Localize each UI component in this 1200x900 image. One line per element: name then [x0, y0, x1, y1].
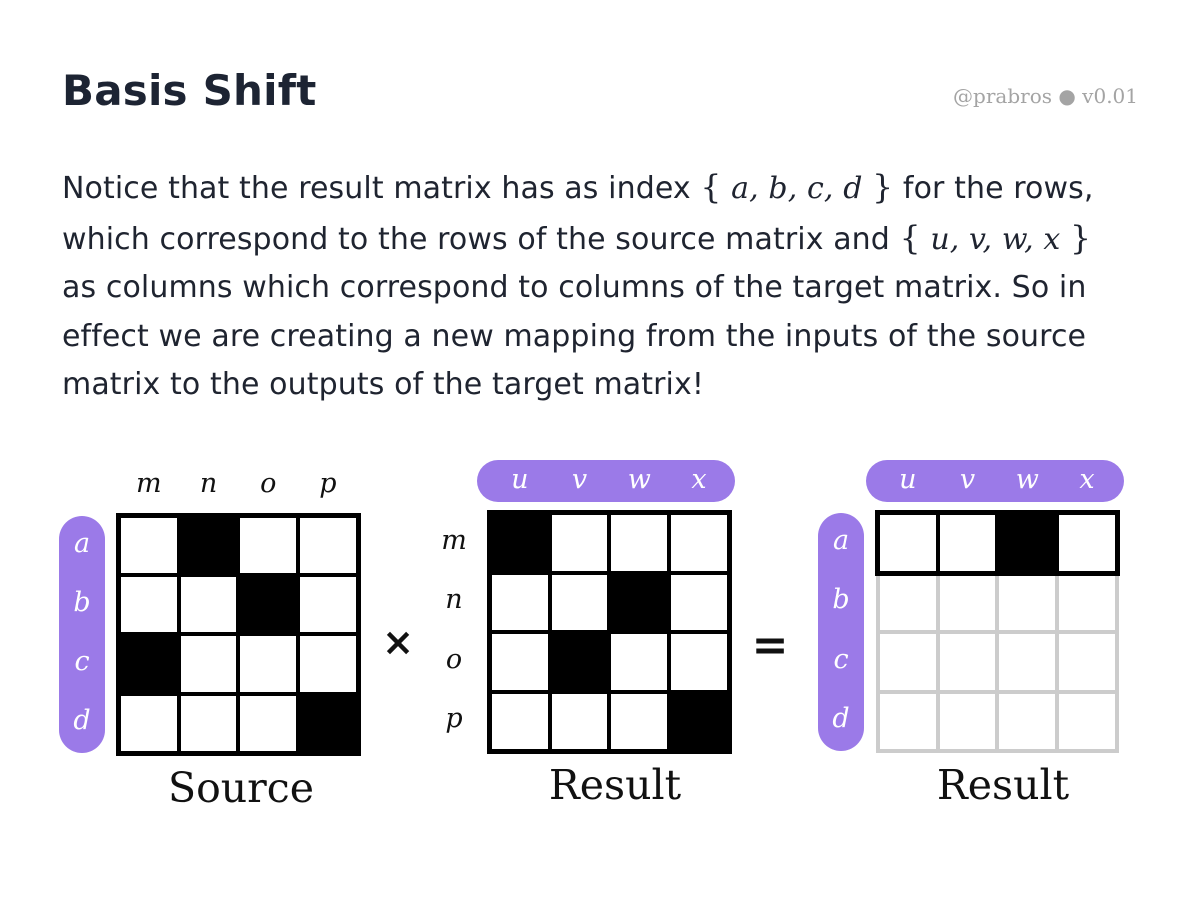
result-row-label-d: d	[832, 703, 850, 735]
source-col-label-o: o	[260, 468, 277, 499]
para-text-3: which correspond to the rows of the source matrix and	[62, 221, 890, 257]
col-index-u: u	[930, 221, 950, 257]
source-row-label-d: d	[73, 705, 91, 737]
target-row-label-p: p	[445, 703, 463, 735]
target-caption: Result	[548, 761, 682, 809]
target-row-label-o: o	[445, 643, 463, 675]
result-col-label-w: w	[1015, 464, 1039, 495]
para-text-2: for the rows,	[902, 171, 1094, 206]
col-index-x: x	[1043, 221, 1061, 257]
row-index-c: c	[807, 171, 824, 206]
source-col-label-m: m	[136, 468, 162, 499]
col-index-v: v	[969, 221, 983, 257]
target-row-label-n: n	[445, 584, 463, 616]
col-index-w: w	[1001, 221, 1025, 257]
source-row-label-c: c	[74, 646, 90, 677]
row-index-b: b	[768, 171, 788, 206]
result-row-label-b: b	[832, 584, 850, 616]
target-col-label-u: u	[511, 464, 529, 495]
result-col-label-x: x	[1079, 464, 1095, 495]
result-row-label-a: a	[832, 524, 850, 556]
row-index-a: a	[731, 171, 750, 206]
para-text-4: as columns which correspond to columns of the target matrix. So in	[62, 270, 1087, 305]
source-col-label-n: n	[199, 468, 218, 499]
target-grid-outline	[487, 510, 732, 754]
target-col-label-w: w	[627, 464, 651, 495]
description-paragraph	[62, 163, 1152, 410]
col-index-set: { u, v, w, x }	[899, 217, 1092, 257]
result-row-label-c: c	[833, 643, 849, 675]
result-col-label-u: u	[899, 464, 917, 495]
row-index-set: { a, b, c, d }	[700, 167, 894, 206]
equals-operator: =	[751, 620, 789, 671]
target-row-label-m: m	[441, 524, 467, 556]
row-index-d: d	[843, 171, 863, 206]
page-title: Basis Shift	[62, 66, 317, 115]
version-label: @prabros ● v0.01	[953, 84, 1138, 108]
source-row-label-a: a	[73, 527, 91, 559]
source-col-label-p: p	[319, 468, 337, 499]
para-text-6: matrix to the outputs of the target matrix!	[62, 367, 704, 402]
source-row-label-b: b	[73, 586, 91, 618]
multiply-operator: ×	[382, 620, 414, 664]
result-active-row-outline	[875, 510, 1120, 576]
target-col-label-v: v	[571, 464, 588, 495]
result-col-label-v: v	[959, 464, 976, 495]
source-grid-outline	[116, 513, 361, 756]
para-text-5: effect we are creating a new mapping from the inputs of the source	[62, 318, 1087, 354]
target-col-label-x: x	[691, 464, 707, 495]
result-caption: Result	[936, 761, 1070, 809]
source-caption: Source	[167, 764, 314, 812]
para-text-1: Notice that the result matrix has as index	[62, 171, 691, 206]
